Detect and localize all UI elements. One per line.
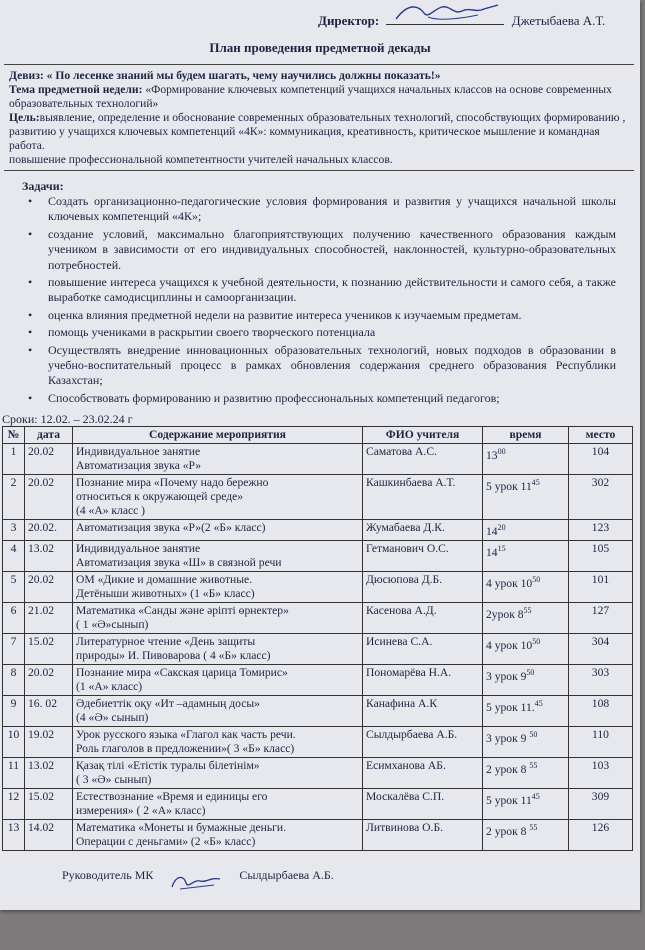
row-date-cell: 15.02 [25, 788, 73, 819]
goal-label: Цель: [9, 111, 40, 124]
content-line: (4 «А» класс ) [76, 504, 146, 517]
row-place-cell: 123 [569, 520, 633, 541]
table-header-row [3, 427, 633, 444]
row-time-cell [483, 475, 569, 520]
time-minutes: 45 [531, 478, 540, 487]
task-item: • Создать организационно-педагогические условия формирования и развития у учащихся начальной школы ключевых компетенций «4К»; [48, 194, 616, 225]
table-row [3, 726, 633, 757]
row-teacher-cell: Есимханова АБ. [363, 757, 483, 788]
row-teacher-cell: Пономарёва Н.А. [363, 664, 483, 695]
row-time-cell [483, 819, 569, 850]
motto-line [9, 69, 631, 83]
row-number-cell: 5 [3, 571, 25, 602]
time-minutes: 55 [529, 760, 538, 770]
director-approval-line [318, 12, 605, 29]
row-number-cell: 4 [3, 540, 25, 571]
content-line: Операции с деньгами» (2 «Б» класс) [76, 834, 256, 848]
content-line: Детёныши животных» (1 «Б» класс) [76, 586, 255, 600]
time-minutes: 45 [531, 791, 540, 801]
content-line: (1 «А» класс) [76, 679, 143, 693]
col-header-teacher: ФИО учителя [363, 427, 483, 444]
task-item: • создание условий, максимально благоприятствующих получению качественного образования каждым учеником в зависимости от его индивидуальных способностей, наклонностей, культурно-образовательных потребностей. [48, 227, 616, 273]
content-line: Автоматизация звука «Р»(2 «Б» класс) [76, 521, 266, 534]
row-time-cell [483, 664, 569, 695]
goal-line [9, 111, 631, 153]
row-content-cell [73, 757, 363, 788]
row-place-cell: 103 [569, 757, 633, 788]
content-line: Индивидуальное занятие [76, 445, 201, 458]
row-content-cell [73, 633, 363, 664]
table-row [3, 444, 633, 475]
row-date-cell: 20.02 [25, 571, 73, 602]
content-line: Қазақ тілі «Етістік туралы білетінім» [76, 758, 260, 772]
content-line: Литературное чтение «День защиты [76, 634, 256, 648]
time-text: 3 урок 9 [486, 669, 527, 683]
row-date-cell: 21.02 [25, 602, 73, 633]
row-place-cell: 126 [569, 819, 633, 850]
task-item: • помощь учениками в раскрытии своего творческого потенциала [48, 325, 616, 340]
theme-text: «Формирование ключевых компетенций учащихся начальных классов на основе современных образовательных технологий» [9, 83, 612, 110]
time-text: 2 урок 8 [486, 762, 530, 776]
task-item: • Осуществлять внедрение инновационных образовательных технологий, новых подходов в образовании в учебно-воспитательный процесс в рамках обновления содержания среднего образования Республики Казахстан; [48, 343, 616, 389]
schedule-table [2, 426, 633, 851]
content-line: измерения» ( 2 «А» класс) [76, 803, 206, 817]
table-row [3, 602, 633, 633]
content-line: Әдебиеттік оқу «Ит –адамның досы» [76, 696, 260, 710]
task-item: • повышение интереса учащихся к учебной деятельности, к познанию действительности и самого себя, а также выработке самодисциплины и самоорганизации. [48, 275, 616, 306]
row-content-cell [73, 602, 363, 633]
row-number-cell: 3 [3, 520, 25, 541]
col-header-date: дата [25, 427, 73, 444]
time-minutes: 20 [497, 523, 506, 532]
row-teacher-cell: Исинева С.А. [363, 633, 483, 664]
theme-label: Тема предметной недели: [9, 83, 143, 96]
row-time-cell [483, 633, 569, 664]
content-line: Познание мира «Почему надо бережно [76, 476, 269, 489]
row-place-cell: 304 [569, 633, 633, 664]
row-content-cell [73, 571, 363, 602]
row-time-cell [483, 726, 569, 757]
row-number-cell: 12 [3, 788, 25, 819]
row-time-cell [483, 695, 569, 726]
time-minutes: 15 [497, 543, 506, 553]
row-place-cell: 127 [569, 602, 633, 633]
row-place-cell: 303 [569, 664, 633, 695]
row-content-cell [73, 695, 363, 726]
row-teacher-cell: Саматова А.С. [363, 444, 483, 475]
row-place-cell: 110 [569, 726, 633, 757]
content-line: (4 «Ә» сынып) [76, 710, 149, 724]
content-line: Индивидуальное занятие [76, 541, 201, 555]
row-time-cell [483, 444, 569, 475]
table-row [3, 757, 633, 788]
theme-line [9, 83, 631, 111]
content-line: относиться к окружающей среде» [76, 490, 244, 503]
row-number-cell: 10 [3, 726, 25, 757]
table-row [3, 819, 633, 850]
goal-text: выявление, определение и обоснование современных образовательных технологий, способствующих формированию , развитию у учащихся ключевых компетенций «4К»: коммуникация, креативность, критическое мышление и командная работа. [9, 111, 626, 152]
table-row [3, 695, 633, 726]
row-time-cell [483, 757, 569, 788]
col-header-number: № [3, 427, 25, 444]
row-number-cell: 13 [3, 819, 25, 850]
row-teacher-cell: Литвинова О.Б. [363, 819, 483, 850]
row-number-cell: 8 [3, 664, 25, 695]
row-date-cell: 14.02 [25, 819, 73, 850]
time-minutes: 50 [532, 574, 541, 584]
row-number-cell: 7 [3, 633, 25, 664]
row-date-cell: 16. 02 [25, 695, 73, 726]
tasks-label: Задачи: [22, 179, 64, 193]
time-text: 2 урок 8 [486, 824, 530, 838]
time-text: 2урок 8 [486, 607, 524, 621]
row-number-cell: 9 [3, 695, 25, 726]
task-item: • оценка влияния предметной недели на развитие интереса учеников к изучаемым предметам. [48, 308, 616, 323]
row-teacher-cell: Гетманович О.С. [363, 540, 483, 571]
row-number-cell: 6 [3, 602, 25, 633]
goal-extra-line: повышение профессиональной компетентности учителей начальных классов. [9, 153, 393, 166]
director-name: Джетыбаева А.Т. [511, 13, 606, 28]
row-date-cell: 19.02 [25, 726, 73, 757]
row-teacher-cell: Жумабаева Д.К. [363, 520, 483, 541]
row-time-cell [483, 788, 569, 819]
row-time-cell [483, 571, 569, 602]
time-minutes: 50 [532, 636, 541, 646]
director-label: Директор: [318, 13, 380, 28]
row-content-cell [73, 520, 363, 541]
table-row [3, 633, 633, 664]
row-place-cell: 105 [569, 540, 633, 571]
row-place-cell: 108 [569, 695, 633, 726]
time-minutes: 55 [529, 822, 538, 832]
row-content-cell [73, 475, 363, 520]
page-title: План проведения предметной декады [209, 40, 431, 55]
row-teacher-cell: Касенова А.Д. [363, 602, 483, 633]
row-content-cell [73, 540, 363, 571]
row-number-cell: 11 [3, 757, 25, 788]
row-teacher-cell: Канафина А.К [363, 695, 483, 726]
content-line: Естествознание «Время и единицы его [76, 789, 268, 803]
row-time-cell [483, 520, 569, 541]
content-line: Познание мира «Сакская царица Томирис» [76, 665, 288, 679]
row-time-cell [483, 540, 569, 571]
row-content-cell [73, 664, 363, 695]
tasks-list [8, 194, 616, 408]
time-text: 5 урок 11 [486, 479, 532, 493]
content-line: ОМ «Дикие и домашние животные. [76, 572, 253, 586]
row-date-cell: 20.02 [25, 475, 73, 520]
time-text: 5 урок 11 [486, 793, 532, 807]
row-teacher-cell: Москалёва С.П. [363, 788, 483, 819]
table-row [3, 475, 633, 520]
content-line: природы» И. Пивоварова ( 4 «Б» класс) [76, 648, 271, 662]
footer-signature-line [62, 868, 334, 883]
info-box [4, 64, 634, 171]
content-line: ( 1 «Ә»сынып) [76, 617, 149, 631]
content-line: Роль глаголов в предложении»( 3 «Б» класс) [76, 741, 295, 755]
col-header-time: время [483, 427, 569, 444]
row-number-cell: 1 [3, 444, 25, 475]
row-time-cell [483, 602, 569, 633]
row-content-cell [73, 819, 363, 850]
row-teacher-cell: Дюсюпова Д.Б. [363, 571, 483, 602]
time-text: 4 урок 10 [486, 638, 533, 652]
time-text: 14 [486, 545, 498, 559]
row-place-cell: 101 [569, 571, 633, 602]
row-number-cell: 2 [3, 475, 25, 520]
time-minutes: 50 [529, 729, 538, 739]
content-line: ( 3 «Ә» сынып) [76, 772, 152, 786]
content-line: Математика «Монеты и бумажные деньги. [76, 820, 287, 834]
table-row [3, 540, 633, 571]
time-minutes: 50 [526, 667, 535, 677]
task-item: • Способствовать формированию и развитию профессиональных компетенций педагогов; [48, 391, 616, 406]
time-minutes: 00 [497, 447, 506, 456]
row-teacher-cell: Кашкинбаева А.Т. [363, 475, 483, 520]
row-date-cell: 20.02 [25, 664, 73, 695]
row-place-cell: 104 [569, 444, 633, 475]
row-content-cell [73, 788, 363, 819]
content-line: Автоматизация звука «Ш» в связной речи [76, 555, 282, 569]
time-minutes: 45 [534, 698, 543, 708]
content-line: Урок русского языка «Глагол как часть речи. [76, 727, 296, 741]
content-line: Математика «Санды және әріпті өрнектер» [76, 603, 289, 617]
col-header-place: место [569, 427, 633, 444]
director-signature-line [386, 12, 504, 25]
time-text: 13 [486, 448, 498, 462]
deadline-text: Сроки: 12.02. – 23.02.24 г [2, 412, 133, 426]
footer-signature-icon [166, 871, 226, 893]
table-row [3, 664, 633, 695]
time-text: 3 урок 9 [486, 731, 530, 745]
director-signature-icon [388, 0, 508, 25]
table-row [3, 520, 633, 541]
footer-role: Руководитель МК [62, 868, 154, 882]
row-date-cell: 15.02 [25, 633, 73, 664]
time-text: 14 [486, 524, 498, 538]
row-date-cell: 20.02 [25, 444, 73, 475]
time-text: 5 урок 11. [486, 700, 535, 714]
footer-name: Сылдырбаева А.Б. [239, 868, 334, 882]
content-line: Автоматизация звука «Р» [76, 459, 202, 472]
row-place-cell: 302 [569, 475, 633, 520]
row-place-cell: 309 [569, 788, 633, 819]
row-teacher-cell: Сылдырбаева А.Б. [363, 726, 483, 757]
schedule-body [3, 444, 633, 851]
table-row [3, 788, 633, 819]
row-content-cell [73, 444, 363, 475]
row-date-cell: 13.02 [25, 757, 73, 788]
time-minutes: 55 [523, 605, 532, 615]
row-content-cell [73, 726, 363, 757]
col-header-content: Содержание мероприятия [73, 427, 363, 444]
row-date-cell: 13.02 [25, 540, 73, 571]
table-row [3, 571, 633, 602]
motto-text: « По лесенке знаний мы будем шагать, чему научились должны показать!» [46, 69, 441, 82]
row-date-cell: 20.02. [25, 520, 73, 541]
motto-label: Девиз: [9, 69, 44, 82]
time-text: 4 урок 10 [486, 576, 533, 590]
